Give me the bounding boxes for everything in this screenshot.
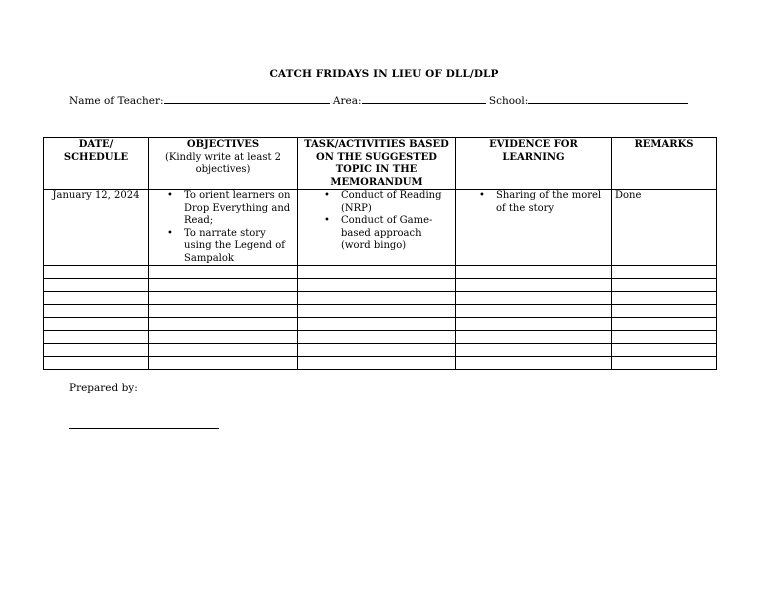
empty-cell[interactable] [612,331,717,344]
area-blank[interactable] [362,94,486,104]
empty-table-row [44,266,717,279]
teacher-label: Name of Teacher: [69,95,164,107]
empty-cell[interactable] [44,292,149,305]
empty-cell[interactable] [612,357,717,370]
empty-cell[interactable] [612,279,717,292]
empty-cell[interactable] [298,266,456,279]
empty-cell[interactable] [298,279,456,292]
empty-cell[interactable] [456,331,612,344]
evidence-cell [456,190,612,266]
teacher-blank[interactable] [164,94,330,104]
remarks-cell: Done [612,190,717,266]
empty-cell[interactable] [456,266,612,279]
document-title: CATCH FRIDAYS IN LIEU OF DLL/DLP [269,68,499,80]
school-label: School: [488,95,529,107]
date-cell: January 12, 2024 [44,190,149,266]
area-label: Area: [332,95,362,107]
signature-line[interactable] [69,428,219,429]
table-row [44,190,717,266]
empty-cell[interactable] [612,266,717,279]
empty-cell[interactable] [456,292,612,305]
header-objectives [149,138,298,190]
empty-table-row [44,318,717,331]
empty-cell[interactable] [44,318,149,331]
empty-table-row [44,331,717,344]
teacher-info-line [69,94,688,107]
empty-table-row [44,279,717,292]
objective-item: • To narrate story using the Legend of Sampalok [184,228,294,266]
empty-cell[interactable] [456,357,612,370]
empty-cell[interactable] [298,305,456,318]
empty-table-row [44,344,717,357]
task-item: • Conduct of Reading (NRP) [341,190,452,215]
header-tasks: TASK/ACTIVITIES BASED ON THE SUGGESTED TOPIC IN THE MEMORANDUM [298,138,456,190]
empty-cell[interactable] [149,266,298,279]
empty-cell[interactable] [612,305,717,318]
header-date: DATE/ SCHEDULE [44,138,149,190]
empty-cell[interactable] [44,305,149,318]
empty-cell[interactable] [149,331,298,344]
empty-cell[interactable] [44,344,149,357]
empty-table-row [44,292,717,305]
task-item: • Conduct of Game-based approach (word bingo) [341,215,452,253]
header-objectives-note: (Kindly write at least 2 objectives) [164,151,282,175]
empty-cell[interactable] [456,305,612,318]
empty-cell[interactable] [456,279,612,292]
empty-cell[interactable] [149,279,298,292]
empty-cell[interactable] [149,305,298,318]
catch-fridays-table [43,137,717,370]
empty-cell[interactable] [298,331,456,344]
school-blank[interactable] [528,94,688,104]
empty-cell[interactable] [612,318,717,331]
empty-cell[interactable] [44,266,149,279]
empty-cell[interactable] [456,318,612,331]
header-evidence: EVIDENCE FOR LEARNING [456,138,612,190]
header-remarks: REMARKS [612,138,717,190]
empty-cell[interactable] [298,344,456,357]
evidence-item: • Sharing of the morel of the story [496,190,608,215]
empty-cell[interactable] [298,292,456,305]
empty-cell[interactable] [44,357,149,370]
empty-table-row [44,305,717,318]
empty-table-row [44,357,717,370]
header-objectives-label: OBJECTIVES [186,139,260,150]
empty-cell[interactable] [149,318,298,331]
empty-cell[interactable] [44,279,149,292]
empty-cell[interactable] [298,318,456,331]
empty-cell[interactable] [298,357,456,370]
empty-cell[interactable] [456,344,612,357]
empty-cell[interactable] [44,331,149,344]
empty-cell[interactable] [149,344,298,357]
empty-cell[interactable] [149,292,298,305]
prepared-by-label: Prepared by: [69,382,138,394]
empty-cell[interactable] [612,344,717,357]
tasks-cell [298,190,456,266]
table-header-row [44,138,717,190]
objective-item: • To orient learners on Drop Everything and Read; [184,190,294,228]
objectives-cell [149,190,298,266]
empty-cell[interactable] [149,357,298,370]
empty-cell[interactable] [612,292,717,305]
